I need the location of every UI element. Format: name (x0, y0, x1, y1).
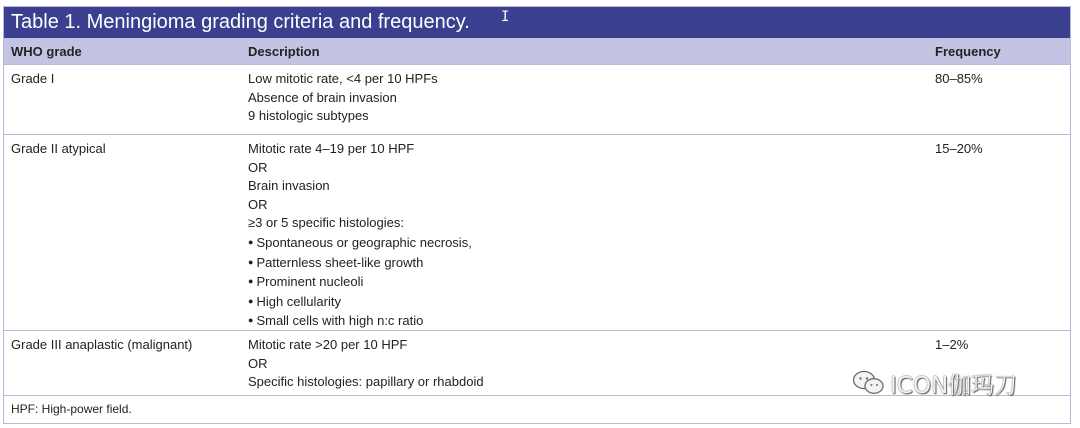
wechat-icon (852, 370, 886, 396)
bullet-item (248, 233, 928, 253)
description-line: Brain invasion (248, 178, 330, 194)
bullet-text: Prominent nucleoli (256, 274, 364, 290)
description-line: 9 histologic subtypes (248, 108, 369, 124)
description-line: OR (248, 159, 268, 175)
grade-cell: Grade III anaplastic (malignant) (11, 337, 193, 352)
description-line: ≥3 or 5 specific histologies: (248, 215, 404, 231)
bullet-item (248, 311, 928, 331)
frequency-cell: 1–2% (935, 337, 969, 352)
description-cell (241, 135, 928, 330)
table-title: Table 1. Meningioma grading criteria and frequency. (11, 11, 470, 33)
bullet-icon: ● (248, 315, 254, 326)
bullet-text: High cellularity (256, 293, 341, 309)
table-title-bar (4, 7, 1070, 38)
header-description: Description (248, 43, 320, 59)
grading-table (3, 6, 1071, 424)
header-frequency: Frequency (935, 43, 1001, 59)
description-cell (241, 331, 928, 395)
grade-cell: Grade I (11, 71, 55, 86)
bullet-item (248, 292, 928, 312)
table-row-grade-2 (4, 134, 1070, 330)
bullet-text: Patternless sheet-like growth (256, 254, 424, 270)
bullet-item (248, 272, 928, 292)
table-footnote: HPF: High-power field. (4, 395, 1070, 423)
frequency-cell: 15–20% (935, 141, 983, 156)
frequency-cell: 80–85% (935, 71, 983, 86)
bullet-text: Small cells with high n:c ratio (256, 313, 424, 329)
bullet-icon: ● (248, 276, 254, 287)
table-header-row (4, 38, 1070, 64)
grade-cell: Grade II atypical (11, 141, 106, 156)
text-cursor-icon: I (501, 9, 510, 25)
description-line: Specific histologies: papillary or rhabdoid (248, 374, 484, 390)
bullet-item (248, 253, 928, 273)
bullet-icon: ● (248, 236, 254, 247)
description-cell (241, 65, 928, 134)
description-line: OR (248, 196, 268, 212)
description-line: Low mitotic rate, <4 per 10 HPFs (248, 71, 438, 86)
watermark (852, 368, 1017, 398)
bullet-icon: ● (248, 256, 254, 267)
description-line: Mitotic rate 4–19 per 10 HPF (248, 141, 415, 156)
bullet-icon: ● (248, 295, 254, 306)
bullet-text: Spontaneous or geographic necrosis, (256, 234, 472, 250)
header-who-grade: WHO grade (11, 43, 82, 59)
watermark-text: ICON伽玛刀 (890, 372, 1018, 399)
description-line: OR (248, 355, 268, 371)
table-row-grade-1 (4, 64, 1070, 134)
description-line: Mitotic rate >20 per 10 HPF (248, 337, 408, 352)
description-line: Absence of brain invasion (248, 89, 397, 105)
